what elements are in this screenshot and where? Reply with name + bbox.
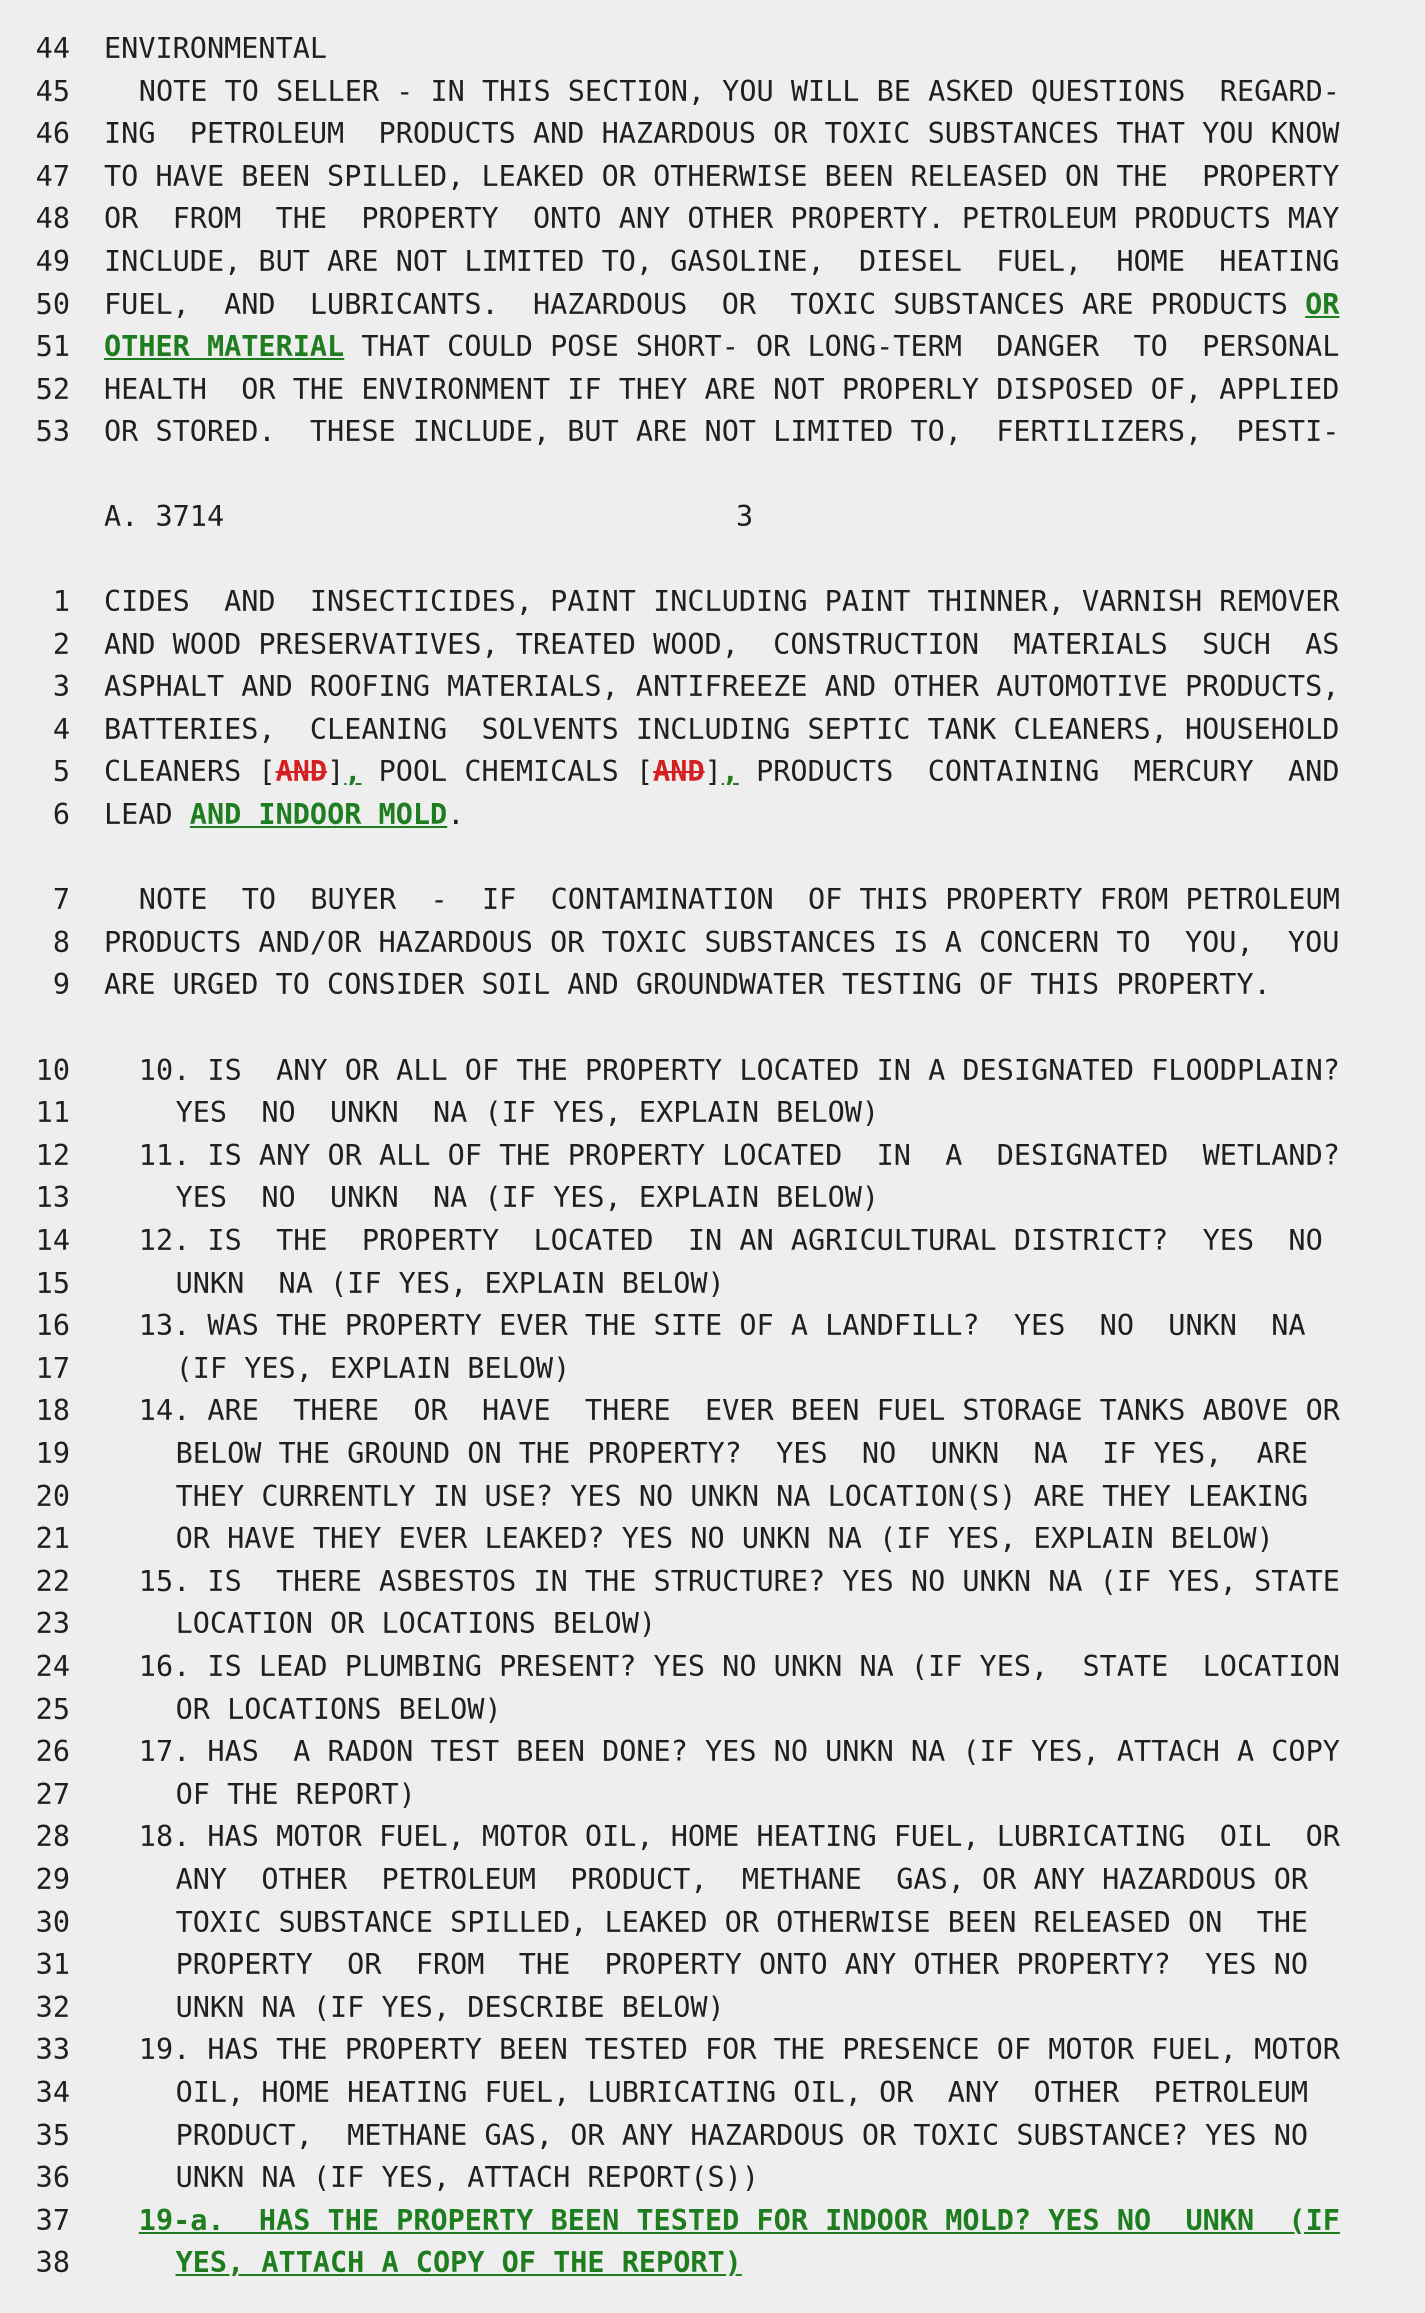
inserted-text: YES, ATTACH A COPY OF THE REPORT) — [175, 2246, 742, 2280]
text-run: TOXIC SUBSTANCE SPILLED, LEAKED OR OTHERWISE BEEN RELEASED ON THE — [175, 1905, 1309, 1939]
text-line — [0, 2242, 1425, 2284]
text-line — [0, 666, 1425, 708]
text-run: OR HAVE THEY EVER LEAKED? YES NO UNKN NA (IF YES, EXPLAIN BELOW) — [175, 1522, 1274, 1556]
line-text — [176, 1859, 1425, 1901]
text-line — [0, 2157, 1425, 2199]
line-number: 1 — [52, 585, 70, 618]
line-number: 53 — [35, 415, 70, 449]
text-run: LOCATION OR LOCATIONS BELOW) — [175, 1607, 657, 1641]
text-line — [0, 1177, 1425, 1219]
line-number: 27 — [35, 1777, 70, 1811]
line-text — [139, 1135, 1407, 1177]
line-number: 13 — [35, 1181, 70, 1215]
line-number: 3 — [52, 670, 70, 704]
line-number: 10 — [35, 1053, 70, 1087]
line-text — [176, 1092, 1425, 1134]
text-run: (IF YES, EXPLAIN BELOW) — [175, 1351, 571, 1385]
line-text — [139, 1050, 1407, 1092]
text-run: NOTE TO SELLER - IN THIS SECTION, YOU WILL BE ASKED QUESTIONS REGARD- — [138, 74, 1340, 108]
line-text — [176, 2115, 1425, 2157]
text-run: PRODUCTS CONTAINING MERCURY AND — [738, 755, 1340, 789]
text-line — [0, 1689, 1425, 1731]
inserted-text: OTHER MATERIAL — [104, 330, 345, 364]
line-text — [176, 1348, 1425, 1390]
text-line — [0, 1135, 1425, 1177]
page-footer — [0, 496, 1425, 538]
line-number: 9 — [52, 968, 70, 1002]
page-number: 3 — [736, 500, 754, 533]
text-line — [0, 751, 1425, 793]
text-run: PRODUCT, METHANE GAS, OR ANY HAZARDOUS OR TOXIC SUBSTANCE? YES NO — [175, 2118, 1309, 2152]
text-line — [0, 1092, 1425, 1134]
inserted-text: 19-a. HAS THE PROPERTY BEEN TESTED FOR INDOOR MOLD? YES NO UNKN (IF — [138, 2203, 1340, 2237]
line-text — [176, 1689, 1425, 1731]
line-number: 51 — [35, 330, 70, 364]
line-number: 2 — [52, 627, 70, 661]
line-number: 35 — [35, 2118, 70, 2152]
line-number: 47 — [35, 159, 70, 193]
text-line — [0, 326, 1425, 368]
text-run: LEAD — [104, 798, 190, 831]
line-number: 6 — [52, 798, 70, 831]
text-line — [0, 1816, 1425, 1858]
text-line — [0, 1561, 1425, 1603]
line-number: 16 — [35, 1309, 70, 1343]
line-text — [139, 1561, 1407, 1603]
text-run: CLEANERS [ — [104, 755, 276, 789]
line-number: 33 — [35, 2033, 70, 2067]
line-text — [139, 1220, 1407, 1262]
line-text — [139, 1305, 1407, 1347]
text-line — [0, 369, 1425, 411]
text-run: UNKN NA (IF YES, EXPLAIN BELOW) — [175, 1266, 725, 1300]
line-text — [176, 1774, 1425, 1816]
text-run: 11. IS ANY OR ALL OF THE PROPERTY LOCATED IN A DESIGNATED WETLAND? — [138, 1138, 1340, 1172]
line-number: 49 — [35, 245, 70, 278]
text-run: 16. IS LEAD PLUMBING PRESENT? YES NO UNKN NA (IF YES, STATE LOCATION — [138, 1650, 1340, 1683]
line-number: 48 — [35, 202, 70, 236]
text-run: CIDES AND INSECTICIDES, PAINT INCLUDING PAINT THINNER, VARNISH REMOVER — [104, 585, 1340, 618]
line-text — [176, 2242, 1425, 2284]
text-run: OR LOCATIONS BELOW) — [175, 1692, 502, 1726]
text-run: BATTERIES, CLEANING SOLVENTS INCLUDING SEPTIC TANK CLEANERS, HOUSEHOLD — [104, 712, 1340, 746]
text-line — [0, 1859, 1425, 1901]
line-text — [176, 2072, 1425, 2114]
text-run: 18. HAS MOTOR FUEL, MOTOR OIL, HOME HEATING FUEL, LUBRICATING OIL OR — [138, 1820, 1340, 1854]
line-text — [104, 709, 1372, 751]
line-number: 31 — [35, 1948, 70, 1982]
text-run: TO HAVE BEEN SPILLED, LEAKED OR OTHERWISE BEEN RELEASED ON THE PROPERTY — [104, 159, 1340, 193]
text-line — [0, 28, 1425, 70]
text-run: HEALTH OR THE ENVIRONMENT IF THEY ARE NOT PROPERLY DISPOSED OF, APPLIED — [104, 372, 1340, 406]
text-line — [0, 1050, 1425, 1092]
text-line — [0, 1390, 1425, 1432]
line-number: 14 — [35, 1224, 70, 1257]
text-line — [0, 2072, 1425, 2114]
text-run: 10. IS ANY OR ALL OF THE PROPERTY LOCATED IN A DESIGNATED FLOODPLAIN? — [138, 1053, 1340, 1087]
deleted-text: AND — [653, 755, 705, 789]
text-run: PRODUCTS AND/OR HAZARDOUS OR TOXIC SUBSTANCES IS A CONCERN TO YOU, YOU — [104, 925, 1340, 959]
line-number: 8 — [52, 925, 70, 959]
line-text — [176, 1263, 1425, 1305]
line-number: 24 — [35, 1650, 70, 1683]
line-text — [176, 1433, 1425, 1475]
line-text — [176, 1476, 1425, 1518]
line-text — [104, 581, 1372, 623]
line-text — [176, 1177, 1425, 1219]
line-text — [139, 1390, 1407, 1432]
text-run: 17. HAS A RADON TEST BEEN DONE? YES NO UNKN NA (IF YES, ATTACH A COPY — [138, 1735, 1340, 1769]
line-text — [139, 879, 1407, 921]
line-number: 36 — [35, 2161, 70, 2195]
text-line — [0, 879, 1425, 921]
text-line — [0, 241, 1425, 283]
text-line — [0, 2029, 1425, 2071]
text-line — [0, 411, 1425, 453]
text-line — [0, 2200, 1425, 2242]
line-number: 18 — [35, 1394, 70, 1428]
text-run: THAT COULD POSE SHORT- OR LONG-TERM DANGER TO PERSONAL — [344, 330, 1340, 364]
text-run: 12. IS THE PROPERTY LOCATED IN AN AGRICULTURAL DISTRICT? YES NO — [138, 1224, 1323, 1257]
line-text — [176, 1902, 1425, 1944]
line-number: 50 — [35, 287, 70, 321]
inserted-text: , — [344, 755, 362, 789]
text-run: FUEL, AND LUBRICANTS. HAZARDOUS OR TOXIC SUBSTANCES ARE PRODUCTS — [104, 287, 1306, 321]
line-number: 7 — [52, 883, 70, 917]
text-line — [0, 71, 1425, 113]
text-run: ANY OTHER PETROLEUM PRODUCT, METHANE GAS, OR ANY HAZARDOUS OR — [175, 1863, 1309, 1896]
text-run: OR STORED. THESE INCLUDE, BUT ARE NOT LIMITED TO, FERTILIZERS, PESTI- — [104, 415, 1340, 449]
line-number: 44 — [35, 32, 70, 65]
line-text — [176, 1944, 1425, 1986]
line-number: 37 — [35, 2203, 70, 2237]
text-run: YES NO UNKN NA (IF YES, EXPLAIN BELOW) — [175, 1096, 880, 1130]
line-number: 17 — [35, 1351, 70, 1385]
text-run: ENVIRONMENTAL — [104, 32, 328, 65]
line-number: 28 — [35, 1820, 70, 1854]
line-number: 38 — [35, 2246, 70, 2280]
line-number: 45 — [35, 74, 70, 108]
text-line — [0, 1220, 1425, 1262]
line-text — [104, 751, 1372, 793]
line-number: 23 — [35, 1607, 70, 1641]
line-number: 22 — [35, 1564, 70, 1598]
text-line — [0, 794, 1425, 836]
text-run: PROPERTY OR FROM THE PROPERTY ONTO ANY OTHER PROPERTY? YES NO — [175, 1948, 1309, 1982]
text-line — [0, 1348, 1425, 1390]
text-run: ARE URGED TO CONSIDER SOIL AND GROUNDWATER TESTING OF THIS PROPERTY. — [104, 968, 1271, 1002]
line-text — [139, 2029, 1407, 2071]
text-line — [0, 284, 1425, 326]
line-number: 15 — [35, 1266, 70, 1300]
text-run: ASPHALT AND ROOFING MATERIALS, ANTIFREEZE AND OTHER AUTOMOTIVE PRODUCTS, — [104, 670, 1340, 704]
text-line — [0, 1944, 1425, 1986]
line-text — [104, 964, 1372, 1006]
text-line — [0, 964, 1425, 1006]
text-line — [0, 624, 1425, 666]
text-line — [0, 1518, 1425, 1560]
line-number: 30 — [35, 1905, 70, 1939]
bill-number: A. 3714 — [104, 500, 225, 533]
inserted-text: AND INDOOR MOLD — [189, 798, 448, 831]
line-text — [104, 794, 1372, 836]
line-text — [176, 1987, 1425, 2029]
text-line — [0, 1476, 1425, 1518]
text-run: 15. IS THERE ASBESTOS IN THE STRUCTURE? YES NO UNKN NA (IF YES, STATE — [138, 1564, 1340, 1598]
line-number: 19 — [35, 1437, 70, 1470]
text-run: OIL, HOME HEATING FUEL, LUBRICATING OIL, OR ANY OTHER PETROLEUM — [175, 2076, 1309, 2109]
line-text — [139, 2200, 1407, 2242]
text-run: 14. ARE THERE OR HAVE THERE EVER BEEN FUEL STORAGE TANKS ABOVE OR — [138, 1394, 1340, 1428]
text-run: UNKN NA (IF YES, DESCRIBE BELOW) — [175, 1990, 725, 2024]
line-text — [176, 2157, 1425, 2199]
line-text — [139, 1646, 1407, 1688]
line-text — [104, 411, 1372, 453]
line-number: 32 — [35, 1990, 70, 2024]
text-run: YES NO UNKN NA (IF YES, EXPLAIN BELOW) — [175, 1181, 880, 1215]
text-line — [0, 1987, 1425, 2029]
line-text — [104, 326, 1372, 368]
text-run: ] — [327, 755, 345, 789]
text-run: 19. HAS THE PROPERTY BEEN TESTED FOR THE PRESENCE OF MOTOR FUEL, MOTOR — [138, 2033, 1340, 2067]
line-number: 4 — [52, 712, 70, 746]
inserted-text: , — [721, 755, 739, 789]
text-line — [0, 1433, 1425, 1475]
text-run: NOTE TO BUYER - IF CONTAMINATION OF THIS PROPERTY FROM PETROLEUM — [138, 883, 1340, 917]
text-run: ING PETROLEUM PRODUCTS AND HAZARDOUS OR TOXIC SUBSTANCES THAT YOU KNOW — [104, 117, 1340, 151]
text-run: . — [447, 798, 465, 831]
line-text — [104, 284, 1372, 326]
line-text — [104, 28, 1372, 70]
line-number: 29 — [35, 1863, 70, 1896]
line-text — [104, 666, 1372, 708]
text-run: OF THE REPORT) — [175, 1777, 416, 1811]
line-number: 25 — [35, 1692, 70, 1726]
inserted-text: OR — [1305, 287, 1340, 321]
line-text — [104, 624, 1372, 666]
line-text — [104, 369, 1372, 411]
text-run: 13. WAS THE PROPERTY EVER THE SITE OF A LANDFILL? YES NO UNKN NA — [138, 1309, 1306, 1343]
text-line — [0, 1902, 1425, 1944]
text-line — [0, 1305, 1425, 1347]
text-line — [0, 709, 1425, 751]
line-number: 52 — [35, 372, 70, 406]
line-text — [176, 1603, 1425, 1645]
line-number: 5 — [52, 755, 70, 789]
text-run: OR FROM THE PROPERTY ONTO ANY OTHER PROPERTY. PETROLEUM PRODUCTS MAY — [104, 202, 1340, 236]
line-text — [104, 922, 1372, 964]
text-line — [0, 1263, 1425, 1305]
line-number: 46 — [35, 117, 70, 151]
line-number: 21 — [35, 1522, 70, 1556]
line-text — [104, 241, 1372, 283]
line-number: 12 — [35, 1138, 70, 1172]
text-run: ] — [704, 755, 722, 789]
text-line — [0, 1646, 1425, 1688]
text-line — [0, 198, 1425, 240]
text-line — [0, 113, 1425, 155]
text-run: POOL CHEMICALS [ — [361, 755, 654, 789]
line-text — [104, 113, 1372, 155]
line-number: 34 — [35, 2076, 70, 2109]
text-run: THEY CURRENTLY IN USE? YES NO UNKN NA LOCATION(S) ARE THEY LEAKING — [175, 1479, 1309, 1513]
line-number: 11 — [35, 1096, 70, 1130]
text-run: INCLUDE, BUT ARE NOT LIMITED TO, GASOLINE, DIESEL FUEL, HOME HEATING — [104, 245, 1340, 278]
line-number: 20 — [35, 1479, 70, 1513]
line-text — [104, 198, 1372, 240]
text-line — [0, 156, 1425, 198]
text-line — [0, 2115, 1425, 2157]
line-text — [139, 71, 1407, 113]
text-run: UNKN NA (IF YES, ATTACH REPORT(S)) — [175, 2161, 759, 2195]
text-line — [0, 1603, 1425, 1645]
text-line — [0, 922, 1425, 964]
text-line — [0, 581, 1425, 623]
text-run: AND WOOD PRESERVATIVES, TREATED WOOD, CONSTRUCTION MATERIALS SUCH AS — [104, 627, 1340, 661]
text-run: BELOW THE GROUND ON THE PROPERTY? YES NO UNKN NA IF YES, ARE — [175, 1437, 1309, 1470]
line-number: 26 — [35, 1735, 70, 1769]
deleted-text: AND — [275, 755, 328, 789]
line-text — [176, 1518, 1425, 1560]
line-text — [139, 1816, 1407, 1858]
line-text — [104, 156, 1372, 198]
text-line — [0, 1774, 1425, 1816]
line-text — [139, 1731, 1407, 1773]
text-line — [0, 1731, 1425, 1773]
